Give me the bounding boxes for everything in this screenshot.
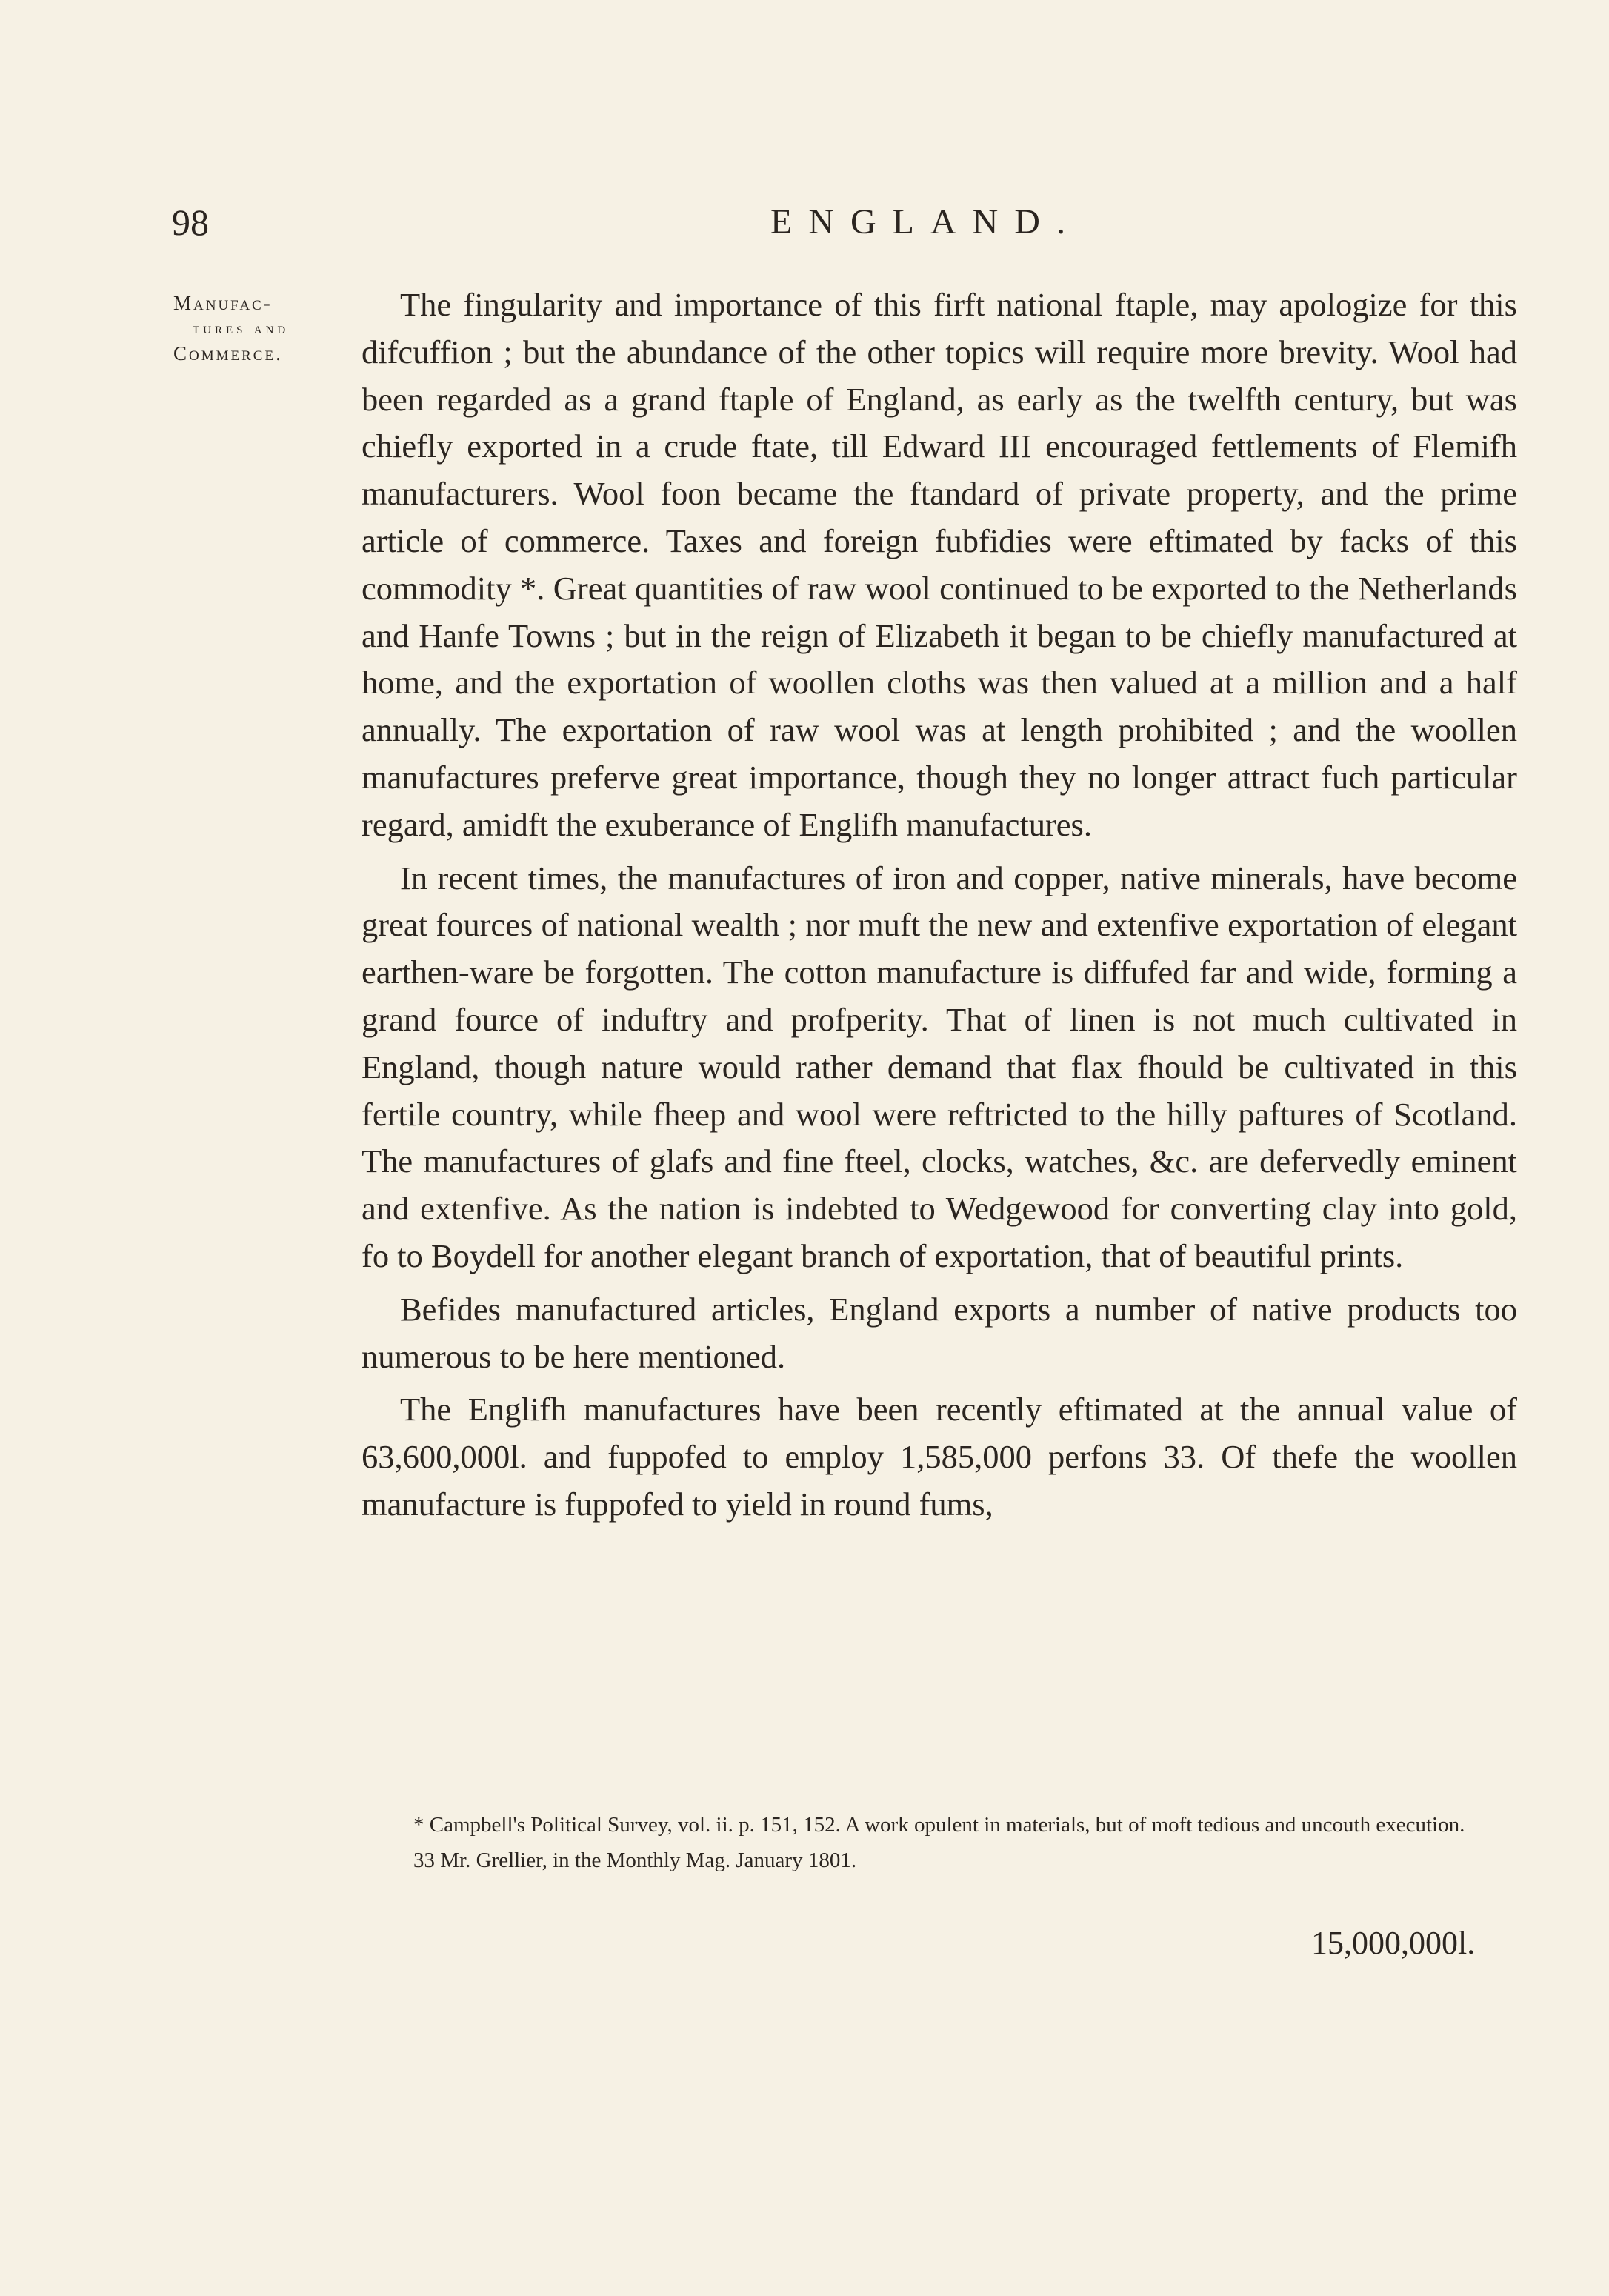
running-head: ENGLAND. <box>770 202 1082 242</box>
margin-note-line-3: Commerce. <box>173 342 283 365</box>
paragraph-2: In recent times, the manufactures of iron and copper, native minerals, have become great fources of national wealth ; nor muft the new and extenfive exportation of elegant earthen-ware be forgotten. The cotton manufacture is diffufed far and wide, forming a grand fource of induftry and profperity. That of linen is not much cultivated in England, though nature would rather demand that flax fhould be cultivated in this fertile country, while fheep and wool were reftricted to the hilly paftures of Scotland. The manufactures of glafs and fine fteel, clocks, watches, &c. are defervedly eminent and extenfive. As the nation is indebted to Wedgewood for converting clay into gold, fo to Boydell for another elegant branch of exportation, that of beautiful prints. <box>362 859 1517 1274</box>
body-text <box>362 282 1517 1534</box>
margin-note <box>173 290 344 366</box>
paragraph-4: The Englifh manufactures have been recently eftimated at the annual value of 63,600,000l. and fuppofed to employ 1,585,000 perfons 33. Of thefe the woollen manufacture is fuppofed to yield in round fums, <box>362 1391 1517 1523</box>
footnote-2: 33 Mr. Grellier, in the Monthly Mag. January 1801. <box>413 1849 857 1872</box>
footnote-1: * Campbell's Political Survey, vol. ii. p. 151, 152. A work opulent in materials, but of moft tedious and uncouth execution. <box>413 1813 1465 1837</box>
page-number: 98 <box>172 202 209 243</box>
catchword: 15,000,000l. <box>1311 1925 1476 1961</box>
margin-note-line-1: Manufac- <box>173 292 273 314</box>
margin-note-line-2: tures and <box>193 319 290 337</box>
paragraph-1: The fingularity and importance of this firft national ftaple, may apologize for this difcuffion ; but the abundance of the other topics will require more brevity. Wool had been regarded as a grand ftaple of England, as early as the twelfth century, but was chiefly exported in a crude ftate, till Edward III encouraged fettlements of Flemifh manufacturers. Wool foon became the ftandard of private property, and the prime article of commerce. Taxes and foreign fubfidies were eftimated by facks of this commodity *. Great quantities of raw wool continued to be exported to the Netherlands and Hanfe Towns ; but in the reign of Elizabeth it began to be chiefly manufactured at home, and the exportation of woollen cloths was then valued at a million and a half annually. The exportation of raw wool was at length prohibited ; and the woollen manufactures preferve great importance, though they no longer attract fuch particular regard, amidft the exuberance of Englifh manufactures. <box>362 286 1517 843</box>
paragraph-3: Befides manufactured articles, England exports a number of native products too numerous to be here mentioned. <box>362 1290 1517 1375</box>
footnotes <box>362 1811 1517 1883</box>
